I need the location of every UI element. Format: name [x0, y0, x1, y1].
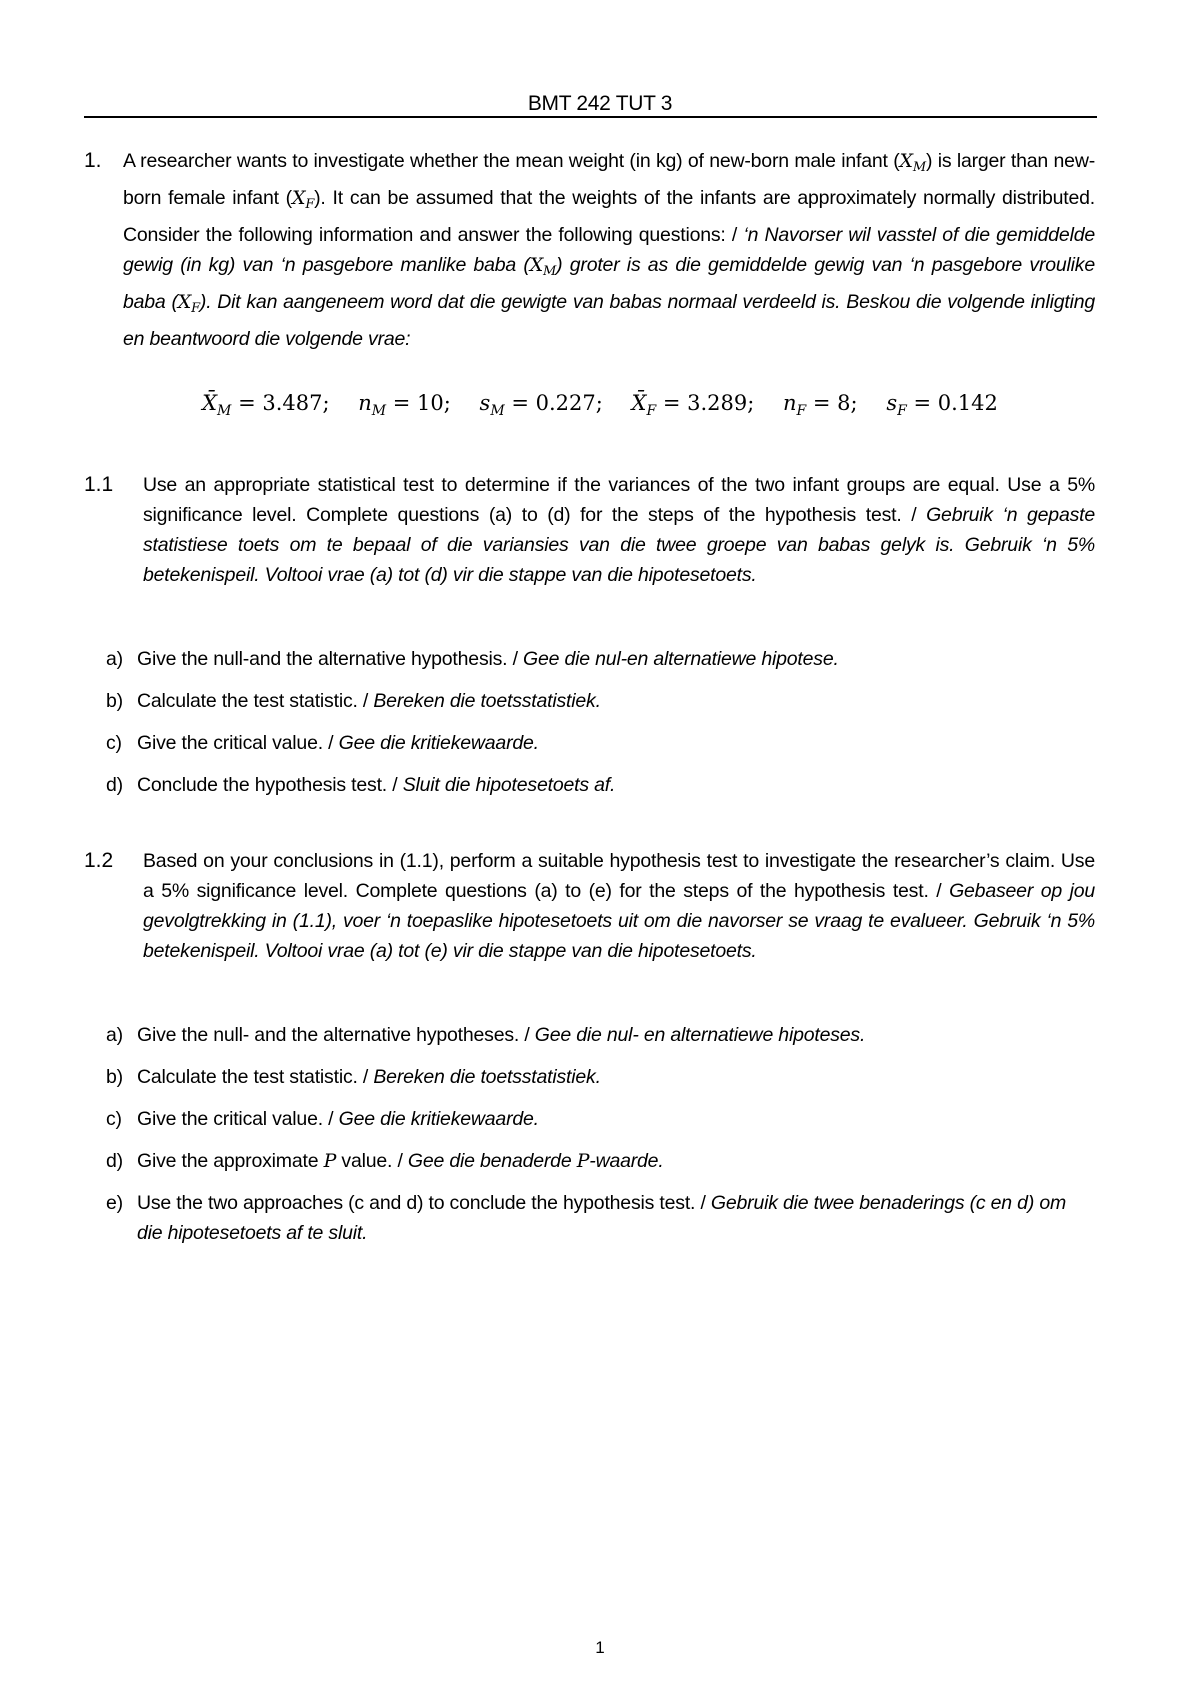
question-1-2-text: Based on your conclusions in (1.1), perform a suitable hypothesis test to investigate the researcher’s claim. Use a 5% significance level. Complete questions (a) to (e) for the steps of the hypothesis test. / Gebaseer op jou gevolgtrekking in (1.1), voer ‘n toepaslike hipotesetoets uit om die navorser se vraag te evalueer. Gebruik ‘n 5% betekenispeil. Voltooi vrae (a) tot (e) vir die stappe van die hipotesetoets. — [143, 850, 1096, 962]
question-1-1-item-a: a) Give the null-and the alternative hypothesis. / Gee die nul-en alternatiewe hipotese. — [106, 648, 839, 670]
question-1-1-item-d: d) Conclude the hypothesis test. / Sluit die hipotesetoets af. — [106, 774, 616, 796]
question-1-2-item-a: a) Give the null- and the alternative hypotheses. / Gee die nul- en alternatiewe hipoteses. — [106, 1024, 866, 1046]
question-1-2-number: 1.2 — [84, 849, 114, 872]
question-1-1-item-b: b) Calculate the test statistic. / Bereken die toetsstatistiek. — [106, 690, 601, 712]
question-1-2-item-d: d) Give the approximate P value. / Gee die benaderde P-waarde. — [106, 1150, 664, 1172]
question-1-1-text: Use an appropriate statistical test to determine if the variances of the two infant groups are equal. Use a 5% significance level. Complete questions (a) to (d) for the steps of the hypothesis test. / Gebruik ‘n gepaste statistiese toets om te bepaal of die variansies van die twee groepe van babas gelyk is. Gebruik ‘n 5% betekenispeil. Voltooi vrae (a) tot (d) vir die stappe van die hipotesetoets. — [143, 474, 1095, 586]
page-number: 1 — [595, 1638, 605, 1657]
question-1-2-item-e: e) Use the two approaches (c and d) to conclude the hypothesis test. / Gebruik die twee benaderings (c en d) om die hipotesetoets af te sluit. — [106, 1192, 1067, 1244]
header-rule — [84, 116, 1097, 118]
question-1-1-number: 1.1 — [84, 473, 114, 496]
question-1-number: 1. — [84, 149, 102, 172]
summary-statistics: $X̄_M = 3.487$; $n_M = 10$; $s_M = 0.227$; $X̄_F = 3.289$; $n_F = 8$; $s_F = 0.142$ — [202, 391, 998, 420]
question-1-1-item-c: c) Give the critical value. / Gee die kritiekewaarde. — [106, 732, 539, 754]
question-1-2-item-c: c) Give the critical value. / Gee die kritiekewaarde. — [106, 1108, 539, 1130]
question-1-2-item-b: b) Calculate the test statistic. / Bereken die toetsstatistiek. — [106, 1066, 601, 1088]
question-1-text: A researcher wants to investigate whether the mean weight (in kg) of new-born male infant $(X_M)$ is larger than new-born female infant $(X_F)$. It can be assumed that the weights of the infants are approximately normally distributed. Consider the following information and answer the following questions: / ‘n Navorser wil vasstel of die gemiddelde gewig (in kg) van ‘n pasgebore manlike baba $(X_M)$ groter is as die gemiddelde gewig van ‘n pasgebore vroulike baba $(X_F)$. Dit kan aangeneem word dat die gewigte van babas normaal verdeeld is. Beskou die volgende inligting en beantwoord die volgende vrae: — [123, 150, 1096, 350]
page-header-title: BMT 242 TUT 3 — [527, 92, 673, 115]
